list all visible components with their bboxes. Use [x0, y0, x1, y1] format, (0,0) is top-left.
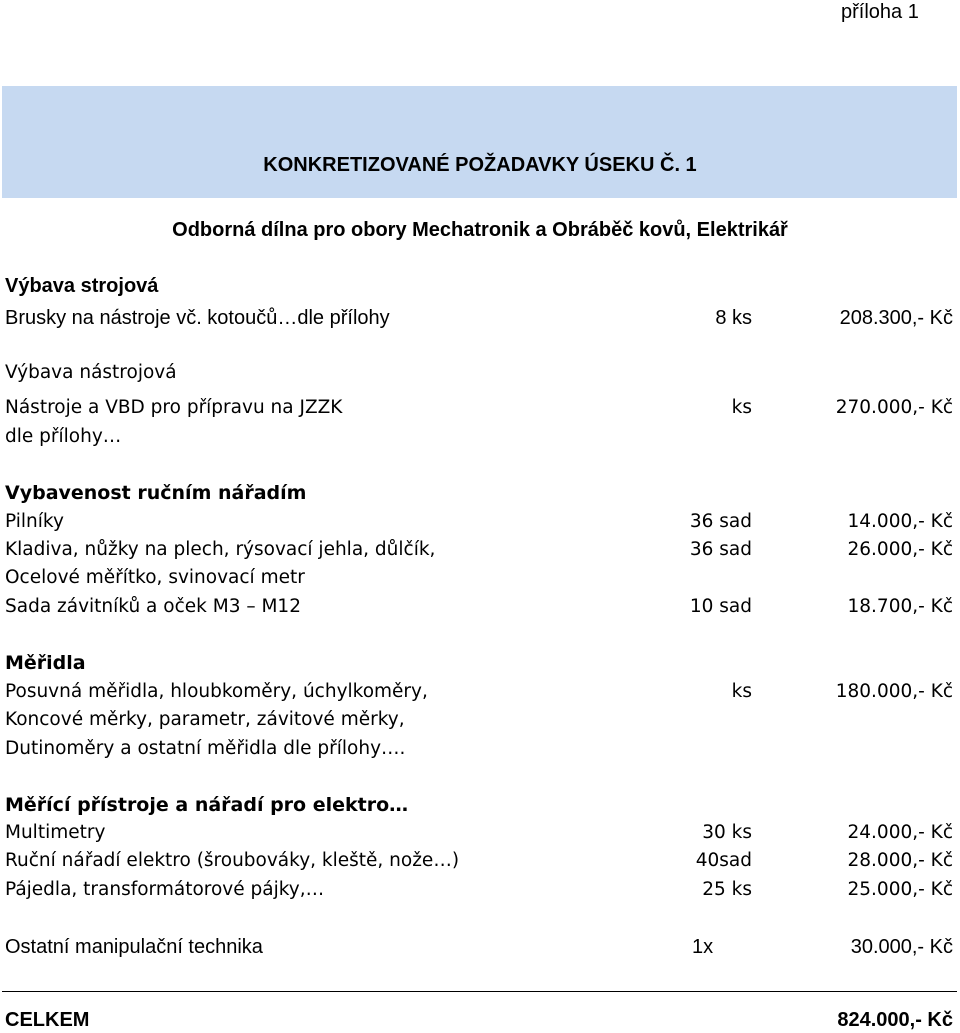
item-quantity: 40sad [695, 850, 752, 871]
item-label: Multimetry [5, 822, 106, 843]
item-price: 28.000,- Kč [847, 850, 953, 871]
item-price: 180.000,- Kč [835, 681, 953, 702]
other-item-quantity: 1x [692, 936, 714, 958]
item-price: 26.000,- Kč [847, 539, 953, 560]
item-price: 208.300,- Kč [839, 307, 953, 329]
total-divider [2, 991, 957, 992]
item-price: 18.700,- Kč [847, 596, 953, 617]
section-title-machinery: Výbava strojová [5, 275, 159, 297]
section-title-tools: Výbava nástrojová [5, 362, 177, 383]
header-band [2, 86, 957, 198]
total-price: 824.000,- Kč [837, 1009, 953, 1031]
item-label: Brusky na nástroje vč. kotoučů…dle přílohy [5, 307, 390, 329]
item-label: Pájedla, transformátorové pájky,… [5, 879, 325, 900]
item-label: Ocelové měřítko, svinovací metr [5, 567, 305, 588]
item-label: Nástroje a VBD pro přípravu na JZZK [5, 397, 343, 418]
item-price: 14.000,- Kč [847, 511, 953, 532]
item-price: 25.000,- Kč [847, 879, 953, 900]
item-quantity: 8 ks [715, 307, 752, 329]
total-label: CELKEM [5, 1009, 90, 1031]
item-label: Pilníky [5, 511, 64, 532]
item-label: Ruční nářadí elektro (šroubováky, kleště, nože…) [5, 850, 460, 871]
page-title: KONKRETIZOVANÉ POŽADAVKY ÚSEKU Č. 1 [263, 154, 697, 176]
item-label: Koncové měrky, parametr, závitové měrky, [5, 709, 405, 730]
section-title-hand-tools: Vybavenost ručním nářadím [5, 482, 307, 504]
workshop-subtitle: Odborná dílna pro obory Mechatronik a Obráběč kovů, Elektrikář [172, 219, 788, 241]
item-label: Dutinoměry a ostatní měřidla dle přílohy…. [5, 738, 406, 759]
section-title-gauges: Měřidla [5, 652, 86, 674]
other-item-label: Ostatní manipulační technika [5, 936, 263, 958]
item-quantity: 30 ks [702, 822, 752, 843]
annex-label: příloha 1 [841, 1, 919, 23]
item-quantity: 10 sad [689, 596, 752, 617]
item-quantity: 25 ks [702, 879, 752, 900]
item-label: Sada závitníků a oček M3 – M12 [5, 596, 301, 617]
item-price: 270.000,- Kč [835, 397, 953, 418]
item-label: dle přílohy… [5, 426, 122, 447]
item-quantity: 36 sad [689, 539, 752, 560]
item-quantity: 36 sad [689, 511, 752, 532]
item-quantity: ks [731, 681, 752, 702]
item-label: Kladiva, nůžky na plech, rýsovací jehla, důlčík, [5, 539, 436, 560]
other-item-price: 30.000,- Kč [850, 936, 953, 958]
item-quantity: ks [731, 397, 752, 418]
item-label: Posuvná měřidla, hloubkoměry, úchylkoměry, [5, 681, 428, 702]
section-title-electrical: Měřící přístroje a nářadí pro elektro… [5, 794, 409, 816]
item-price: 24.000,- Kč [847, 822, 953, 843]
